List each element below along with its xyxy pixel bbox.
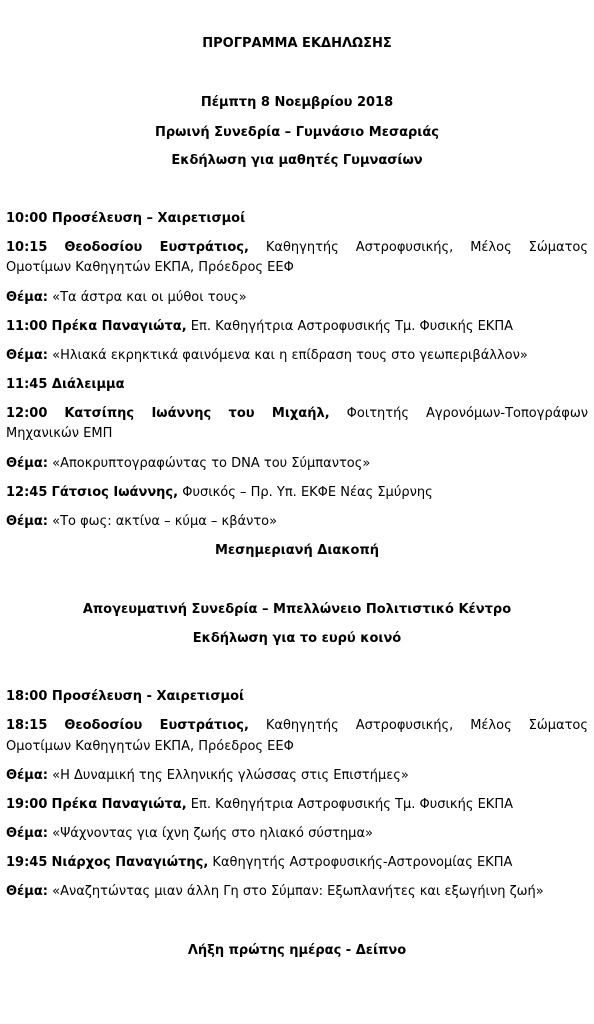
- morning-session-title: Πρωινή Συνεδρία – Γυμνάσιο Μεσαριάς: [154, 125, 440, 140]
- morning-theme-1: Θέμα: «Τα άστρα και οι μύθοι τους»: [6, 290, 247, 305]
- afternoon-speaker-3: 19:45 Νιάρχος Παναγιώτης, Καθηγητής Αστροφυσικής-Αστρονομίας ΕΚΠΑ: [6, 855, 513, 870]
- afternoon-speaker-1: 18:15 Θεοδοσίου Ευστράτιος, Καθηγητής Αστροφυσικής, Μέλος Σώματος: [6, 718, 588, 733]
- morning-theme-2: Θέμα: «Ηλιακά εκρηκτικά φαινόμενα και η επίδραση τους στο γεωπεριβάλλον»: [6, 348, 528, 363]
- morning-speaker-3: 12:00 Κατσίπης Ιωάννης του Μιχαήλ, Φοιτητής Αγρονόμων-Τοπογράφων: [6, 406, 588, 421]
- afternoon-audience: Εκδήλωση για το ευρύ κοινό: [192, 631, 402, 646]
- morning-audience: Εκδήλωση για μαθητές Γυμνασίων: [171, 153, 423, 168]
- event-date: Πέμπτη 8 Νοεμβρίου 2018: [200, 95, 394, 110]
- afternoon-session-title: Απογευματινή Συνεδρία – Μπελλώνειο Πολιτιστικό Κέντρο: [82, 602, 512, 617]
- afternoon-theme-1: Θέμα: «Η Δυναμική της Ελληνικής γλώσσας στις Επιστήμες»: [6, 768, 409, 783]
- morning-speaker-4: 12:45 Γάτσιος Ιωάννης, Φυσικός – Πρ. Υπ. ΕΚΦΕ Νέας Σμύρνης: [6, 485, 433, 500]
- morning-theme-3: Θέμα: «Αποκρυπτογραφώντας το DNA του Σύμπαντος»: [6, 456, 371, 471]
- afternoon-theme-2: Θέμα: «Ψάχνοντας για ίχνη ζωής στο ηλιακό σύστημα»: [6, 826, 373, 841]
- afternoon-theme-3: Θέμα: «Αναζητώντας μιαν άλλη Γη στο Σύμπαν: Εξωπλανήτες και εξωγήινη ζωή»: [6, 884, 544, 899]
- afternoon-arrival: 18:00 Προσέλευση - Χαιρετισμοί: [6, 689, 245, 704]
- morning-break: 11:45 Διάλειμμα: [6, 377, 125, 392]
- morning-theme-4: Θέμα: «Το φως: ακτίνα – κύμα – κβάντο»: [6, 514, 278, 529]
- lunch-break: Μεσημεριανή Διακοπή: [214, 543, 380, 558]
- morning-arrival: 10:00 Προσέλευση – Χαιρετισμοί: [6, 211, 246, 226]
- morning-speaker-3-role: Μηχανικών ΕΜΠ: [6, 426, 113, 441]
- morning-speaker-2: 11:00 Πρέκα Παναγιώτα, Επ. Καθηγήτρια Αστροφυσικής Τμ. Φυσικής ΕΚΠΑ: [6, 319, 513, 334]
- program-title: ΠΡΟΓΡΑΜΜΑ ΕΚΔΗΛΩΣΗΣ: [202, 36, 392, 51]
- closing-note: Λήξη πρώτης ημέρας - Δείπνο: [187, 943, 407, 958]
- morning-speaker-1-role: Ομοτίμων Καθηγητών ΕΚΠΑ, Πρόεδρος ΕΕΦ: [6, 260, 294, 275]
- afternoon-speaker-1-role: Ομοτίμων Καθηγητών ΕΚΠΑ, Πρόεδρος ΕΕΦ: [6, 739, 294, 754]
- morning-speaker-1: 10:15 Θεοδοσίου Ευστράτιος, Καθηγητής Αστροφυσικής, Μέλος Σώματος: [6, 240, 588, 255]
- afternoon-speaker-2: 19:00 Πρέκα Παναγιώτα, Επ. Καθηγήτρια Αστροφυσικής Τμ. Φυσικής ΕΚΠΑ: [6, 797, 513, 812]
